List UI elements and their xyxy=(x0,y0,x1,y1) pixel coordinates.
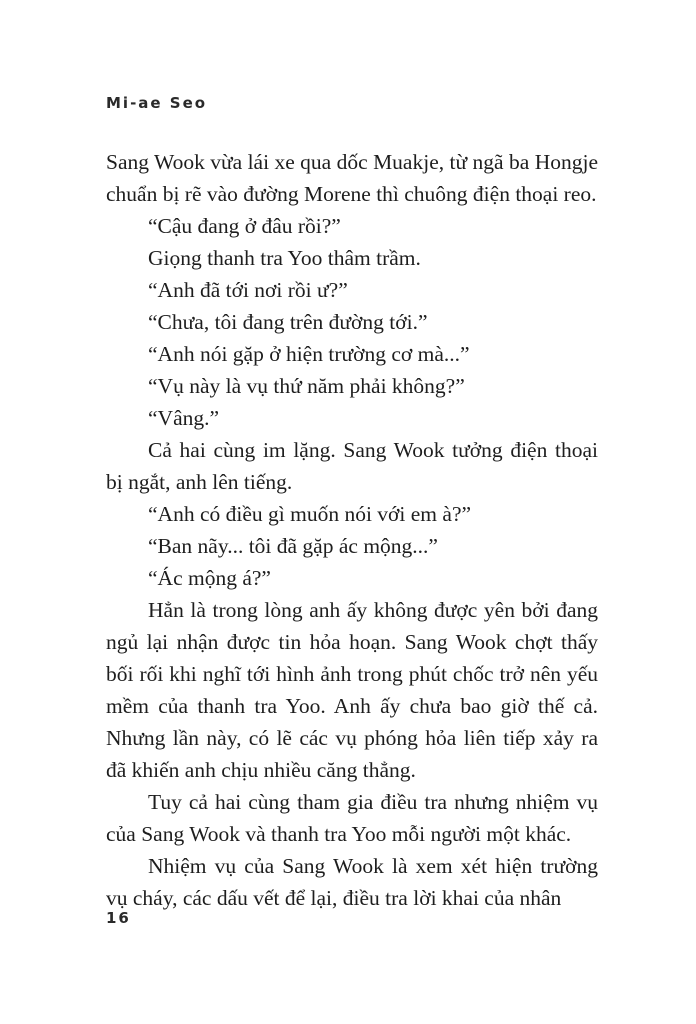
page-number: 16 xyxy=(106,909,131,927)
paragraph: Sang Wook vừa lái xe qua dốc Muakje, từ ngã ba Hongje chuẩn bị rẽ vào đường Morene thì chuông điện thoại reo. xyxy=(106,150,598,206)
paragraph: “Ác mộng á?” xyxy=(148,566,271,590)
running-head-author: Mi-ae Seo xyxy=(106,94,208,112)
paragraph: “Anh nói gặp ở hiện trường cơ mà...” xyxy=(148,342,470,366)
paragraph: Hẳn là trong lòng anh ấy không được yên bởi đang ngủ lại nhận được tin hỏa hoạn. Sang Wook chợt thấy bối rối khi nghĩ tới hình ảnh trong phút chốc trở nên yếu mềm của thanh tra Yoo. Anh ấy chưa bao giờ thế cả. Nhưng lần này, có lẽ các vụ phóng hỏa liên tiếp xảy ra đã khiến anh chịu nhiều căng thẳng. xyxy=(106,598,598,782)
paragraph: “Vâng.” xyxy=(148,406,220,430)
paragraph: “Cậu đang ở đâu rồi?” xyxy=(148,214,341,238)
paragraph: “Ban nãy... tôi đã gặp ác mộng...” xyxy=(148,534,438,558)
paragraph: Tuy cả hai cùng tham gia điều tra nhưng nhiệm vụ của Sang Wook và thanh tra Yoo mỗi người một khác. xyxy=(106,790,598,846)
paragraph: “Anh có điều gì muốn nói với em à?” xyxy=(148,502,472,526)
paragraph: Nhiệm vụ của Sang Wook là xem xét hiện trường vụ cháy, các dấu vết để lại, điều tra lời khai của nhân xyxy=(106,854,598,910)
paragraph: “Chưa, tôi đang trên đường tới.” xyxy=(148,310,428,334)
paragraph: “Vụ này là vụ thứ năm phải không?” xyxy=(148,374,465,398)
body-text xyxy=(106,146,598,914)
paragraph: “Anh đã tới nơi rồi ư?” xyxy=(148,278,348,302)
paragraph: Giọng thanh tra Yoo thâm trầm. xyxy=(148,246,421,270)
paragraph: Cả hai cùng im lặng. Sang Wook tưởng điện thoại bị ngắt, anh lên tiếng. xyxy=(106,438,598,494)
